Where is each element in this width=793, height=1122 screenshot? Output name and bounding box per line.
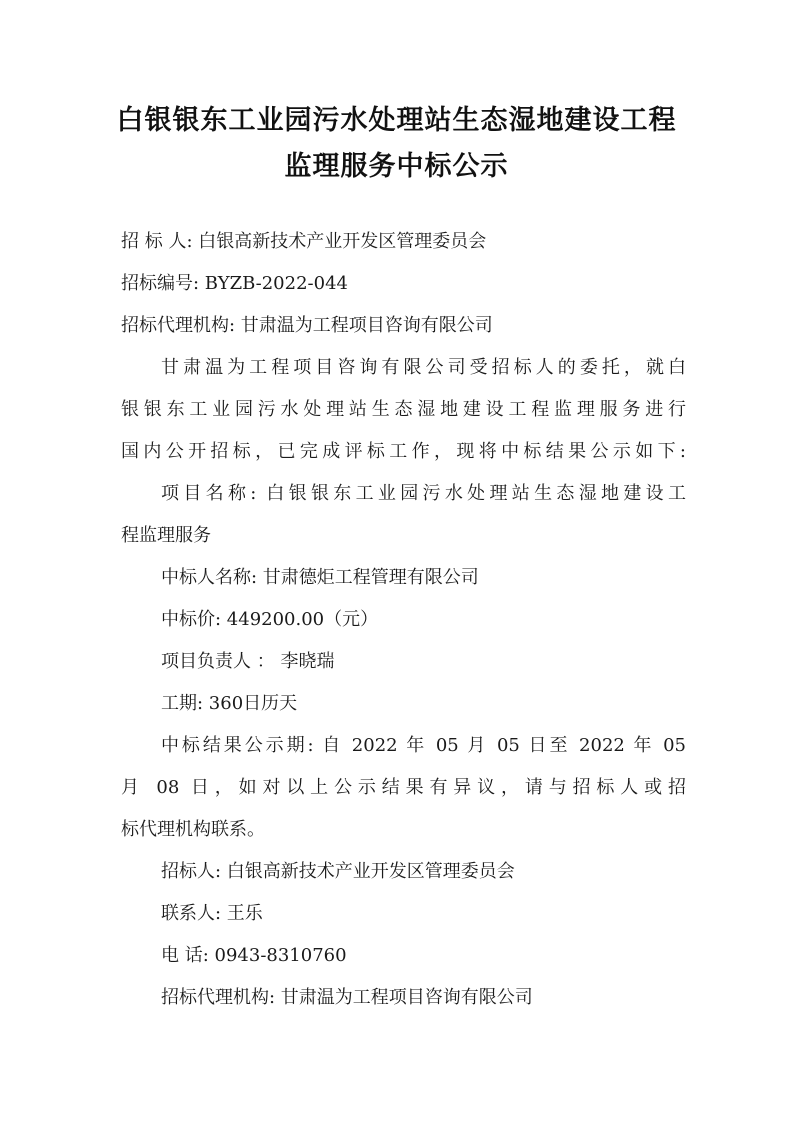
price-line: 中标价: 449200.00（元） (161, 609, 379, 630)
contact-agency-line: 招标代理机构: 甘肃温为工程项目咨询有限公司 (161, 987, 533, 1008)
project-manager-line: 项目负责人 ： 李晓瑞 (161, 651, 335, 672)
document-title-line-1: 白银银东工业园污水处理站生态湿地建设工程 (116, 105, 677, 136)
agency-line: 招标代理机构: 甘肃温为工程项目咨询有限公司 (121, 315, 493, 336)
publicity-period-line-3: 标代理机构联系。 (121, 819, 265, 840)
phone-line: 电 话: 0943-8310760 (161, 945, 347, 966)
project-name-line-2: 程监理服务 (121, 525, 211, 546)
contact-person-line: 联系人: 王乐 (161, 903, 263, 924)
publicity-period-line-2: 月 08 日，如对以上公示结果有异议，请与招标人或招 (121, 777, 686, 798)
duration-line: 工期: 360日历天 (161, 693, 298, 714)
document-title-line-2: 监理服务中标公示 (284, 151, 509, 182)
project-name-line-1: 项目名称: 白银银东工业园污水处理站生态湿地建设工 (161, 483, 686, 504)
intro-paragraph-line-3: 国内公开招标，已完成评标工作，现将中标结果公示如下: (121, 441, 686, 462)
tenderer-line: 招 标 人: 白银高新技术产业开发区管理委员会 (121, 231, 487, 252)
tender-number-line: 招标编号: BYZB-2022-044 (121, 273, 348, 294)
contact-tenderer-line: 招标人: 白银高新技术产业开发区管理委员会 (161, 861, 515, 882)
intro-paragraph-line-1: 甘肃温为工程项目咨询有限公司受招标人的委托，就白 (161, 357, 686, 378)
publicity-period-line-1: 中标结果公示期: 自 2022 年 05 月 05 日至 2022 年 05 (161, 735, 686, 756)
winner-line: 中标人名称: 甘肃德炬工程管理有限公司 (161, 567, 479, 588)
intro-paragraph-line-2: 银银东工业园污水处理站生态湿地建设工程监理服务进行 (121, 399, 686, 420)
